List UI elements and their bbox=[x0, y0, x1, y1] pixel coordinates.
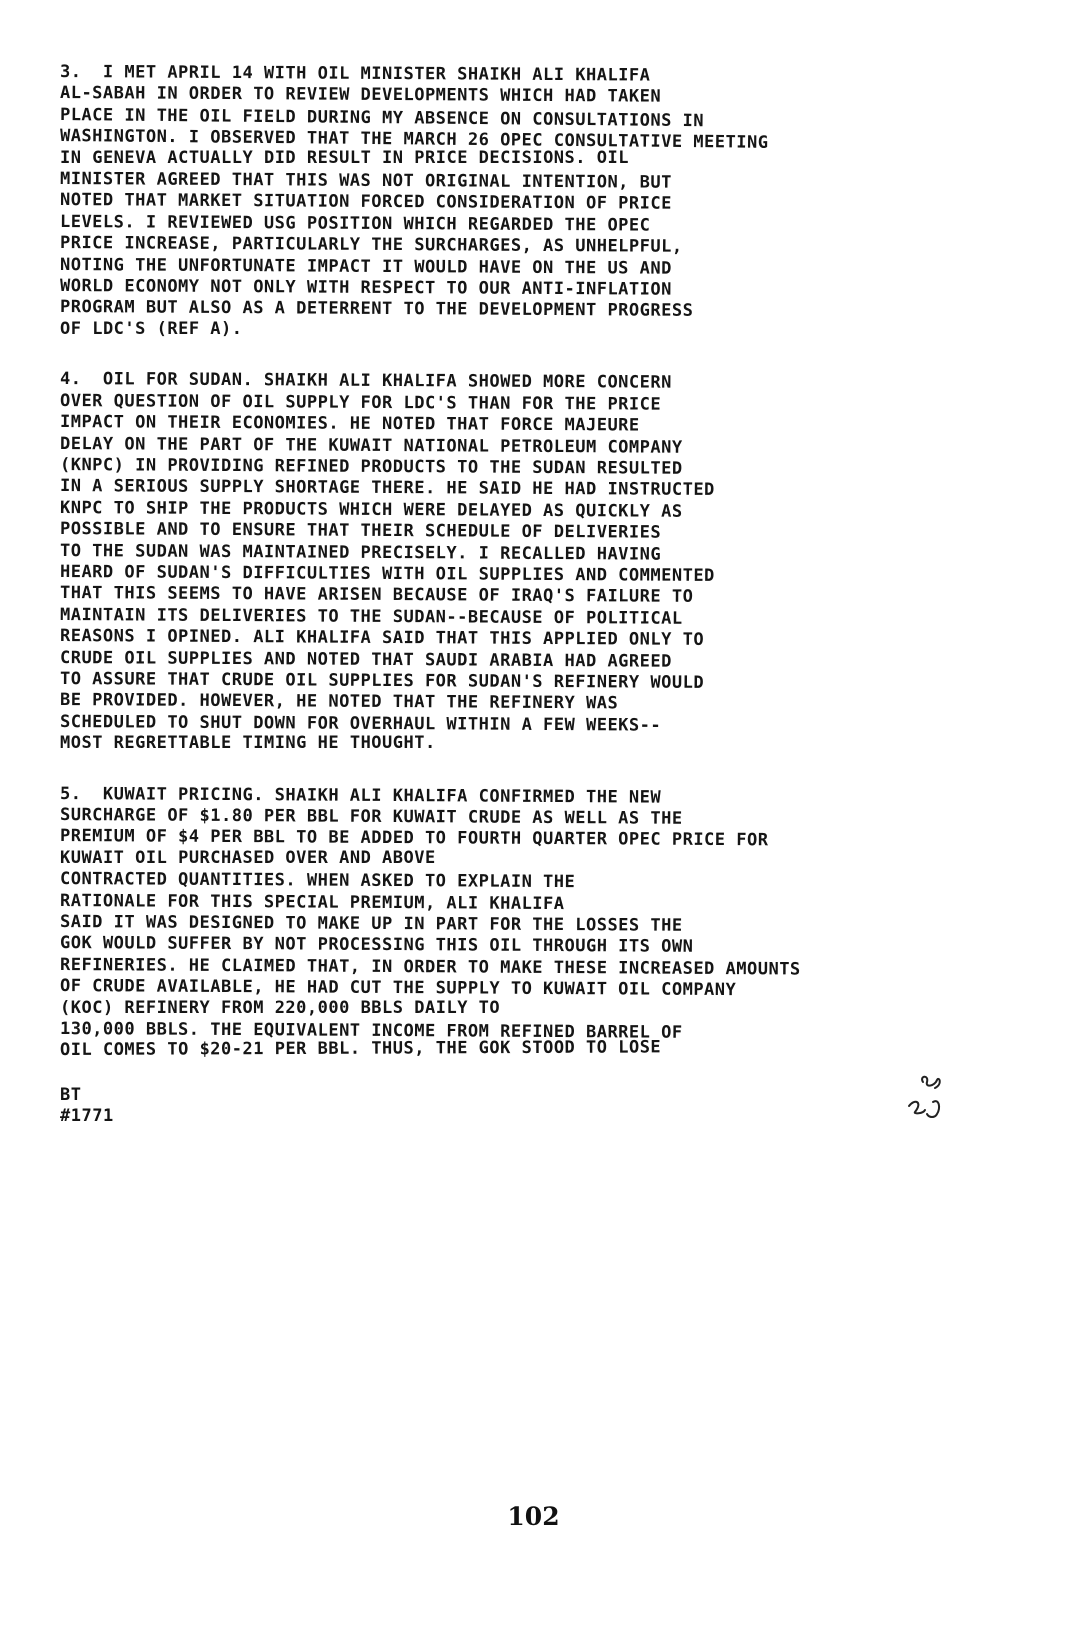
text-line: REASONS I OPINED. ALI KHALIFA SAID THAT THIS APPLIED ONLY TO bbox=[59, 626, 705, 651]
text-line: (KNPC) IN PROVIDING REFINED PRODUCTS TO THE SUDAN RESULTED bbox=[59, 454, 683, 479]
text-line: OF LDC'S (REF A). bbox=[60, 318, 243, 339]
text-line: BE PROVIDED. HOWEVER, HE NOTED THAT THE REFINERY WAS bbox=[59, 690, 619, 714]
page-number: 102 bbox=[507, 1502, 560, 1531]
text-line: CRUDE OIL SUPPLIES AND NOTED THAT SAUDI ARABIA HAD AGREED bbox=[59, 647, 672, 672]
paragraph-4 bbox=[60, 369, 960, 754]
text-line: TO ASSURE THAT CRUDE OIL SUPPLIES FOR SUDAN'S REFINERY WOULD bbox=[59, 668, 705, 693]
text-line: MAINTAIN ITS DELIVERIES TO THE SUDAN--BECAUSE OF POLITICAL bbox=[59, 604, 683, 629]
text-line: CONTRACTED QUANTITIES. WHEN ASKED TO EXPLAIN THE bbox=[59, 869, 576, 893]
text-line: NOTED THAT MARKET SITUATION FORCED CONSIDERATION OF PRICE bbox=[59, 190, 672, 215]
text-line: TO THE SUDAN WAS MAINTAINED PRECISELY. I RECALLED HAVING bbox=[59, 540, 662, 565]
text-line: 4. OIL FOR SUDAN. SHAIKH ALI KHALIFA SHOWED MORE CONCERN bbox=[59, 369, 672, 394]
paragraph-3 bbox=[60, 62, 960, 340]
text-line: SURCHARGE OF $1.80 PER BBL FOR KUWAIT CRUDE AS WELL AS THE bbox=[59, 805, 683, 829]
text-line: WASHINGTON. I OBSERVED THAT THE MARCH 26 OPEC CONSULTATIVE MEETING bbox=[59, 126, 769, 154]
text-line: POSSIBLE AND TO ENSURE THAT THEIR SCHEDULE OF DELIVERIES bbox=[59, 519, 662, 543]
text-line: PREMIUM OF $4 PER BBL TO BE ADDED TO FOURTH QUARTER OPEC PRICE FOR bbox=[59, 826, 769, 851]
text-line: PLACE IN THE OIL FIELD DURING MY ABSENCE ON CONSULTATIONS IN bbox=[59, 104, 705, 131]
text-line: IN GENEVA ACTUALLY DID RESULT IN PRICE DECISIONS. OIL bbox=[60, 147, 629, 168]
text-line: KNPC TO SHIP THE PRODUCTS WHICH WERE DELAYED AS QUICKLY AS bbox=[59, 497, 683, 522]
text-line: OIL COMES TO $20-21 PER BBL. THUS, THE GOK STOOD TO LOSE bbox=[59, 1037, 662, 1061]
text-line: PRICE INCREASE, PARTICULARLY THE SURCHARGES, AS UNHELPFUL, bbox=[59, 233, 683, 258]
text-line: GOK WOULD SUFFER BY NOT PROCESSING THIS OIL THROUGH ITS OWN bbox=[59, 933, 694, 958]
text-line: REFINERIES. HE CLAIMED THAT, IN ORDER TO MAKE THESE INCREASED AMOUNTS bbox=[59, 954, 801, 980]
text-line: IMPACT ON THEIR ECONOMIES. HE NOTED THAT FORCE MAJEURE bbox=[59, 412, 640, 436]
text-line: 130,000 BBLS. THE EQUIVALENT INCOME FROM REFINED BARREL OF bbox=[59, 1019, 683, 1043]
telegram-body bbox=[60, 62, 960, 1128]
text-line: DELAY ON THE PART OF THE KUWAIT NATIONAL PETROLEUM COMPANY bbox=[59, 433, 683, 458]
text-line: PROGRAM BUT ALSO AS A DETERRENT TO THE DEVELOPMENT PROGRESS bbox=[59, 297, 694, 322]
text-line: SCHEDULED TO SHUT DOWN FOR OVERHAUL WITHIN A FEW WEEKS-- bbox=[59, 711, 662, 736]
text-line: OVER QUESTION OF OIL SUPPLY FOR LDC'S THAN FOR THE PRICE bbox=[59, 390, 662, 415]
closing-block bbox=[60, 1085, 960, 1128]
text-line: 3. I MET APRIL 14 WITH OIL MINISTER SHAIKH ALI KHALIFA bbox=[59, 62, 651, 86]
text-line: RATIONALE FOR THIS SPECIAL PREMIUM, ALI KHALIFA bbox=[59, 890, 565, 914]
closing-bt: BT bbox=[60, 1084, 82, 1105]
text-line: WORLD ECONOMY NOT ONLY WITH RESPECT TO OUR ANTI-INFLATION bbox=[59, 276, 672, 300]
message-number: #1771 bbox=[60, 1106, 114, 1127]
text-line: 5. KUWAIT PRICING. SHAIKH ALI KHALIFA CONFIRMED THE NEW bbox=[59, 783, 662, 808]
text-line: LEVELS. I REVIEWED USG POSITION WHICH REGARDED THE OPEC bbox=[59, 211, 651, 236]
text-line: (KOC) REFINERY FROM 220,000 BBLS DAILY TO bbox=[60, 997, 501, 1018]
text-line: OF CRUDE AVAILABLE, HE HAD CUT THE SUPPLY TO KUWAIT OIL COMPANY bbox=[59, 976, 737, 1001]
text-line: MOST REGRETTABLE TIMING HE THOUGHT. bbox=[60, 733, 436, 754]
text-line: MINISTER AGREED THAT THIS WAS NOT ORIGINAL INTENTION, BUT bbox=[59, 169, 672, 193]
text-line: THAT THIS SEEMS TO HAVE ARISEN BECAUSE OF IRAQ'S FAILURE TO bbox=[59, 583, 694, 608]
paragraph-5 bbox=[60, 784, 960, 1062]
handwritten-marginal-mark bbox=[905, 1068, 965, 1126]
text-line: NOTING THE UNFORTUNATE IMPACT IT WOULD HAVE ON THE US AND bbox=[59, 254, 672, 279]
text-line: IN A SERIOUS SUPPLY SHORTAGE THERE. HE SAID HE HAD INSTRUCTED bbox=[59, 476, 715, 501]
text-line: SAID IT WAS DESIGNED TO MAKE UP IN PART FOR THE LOSSES THE bbox=[59, 912, 683, 936]
text-line: AL-SABAH IN ORDER TO REVIEW DEVELOPMENTS WHICH HAD TAKEN bbox=[59, 83, 662, 108]
text-line: KUWAIT OIL PURCHASED OVER AND ABOVE bbox=[60, 847, 436, 868]
text-line: HEARD OF SUDAN'S DIFFICULTIES WITH OIL SUPPLIES AND COMMENTED bbox=[59, 561, 715, 586]
